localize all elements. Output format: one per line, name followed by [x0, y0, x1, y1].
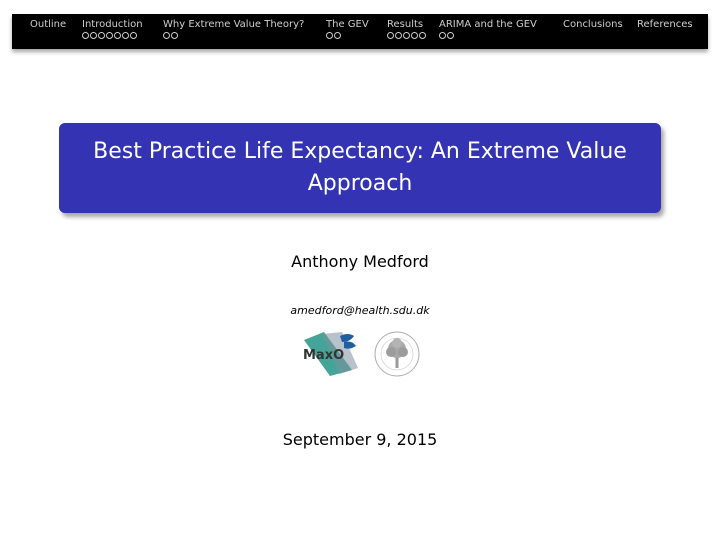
nav-progress-dot[interactable]: [171, 32, 178, 39]
author-email: amedford@health.sdu.dk: [290, 304, 430, 317]
author-name: Anthony Medford: [291, 252, 429, 271]
nav-section-label: References: [637, 19, 693, 30]
nav-section-progress-dots: [326, 32, 369, 39]
nav-section-outline[interactable]: [30, 19, 66, 30]
nav-progress-dot[interactable]: [114, 32, 121, 39]
nav-progress-dot[interactable]: [403, 32, 410, 39]
nav-progress-dot[interactable]: [82, 32, 89, 39]
nav-progress-dot[interactable]: [387, 32, 394, 39]
nav-section-progress-dots: [163, 32, 304, 39]
nav-section-label: Results: [387, 19, 424, 30]
nav-section-arima-and-the-gev[interactable]: [439, 19, 537, 39]
nav-progress-dot[interactable]: [122, 32, 129, 39]
maxo-logo-text: MaxO: [303, 348, 345, 363]
nav-section-results[interactable]: [387, 19, 426, 39]
presentation-date: September 9, 2015: [282, 430, 438, 449]
nav-progress-dot[interactable]: [130, 32, 137, 39]
slide-title: Best Practice Life Expectancy: An Extreme Value Approach: [93, 139, 627, 196]
nav-progress-dot[interactable]: [395, 32, 402, 39]
nav-progress-dot[interactable]: [106, 32, 113, 39]
nav-progress-dot[interactable]: [98, 32, 105, 39]
logos-graphic: [300, 330, 425, 378]
nav-section-label: Why Extreme Value Theory?: [163, 19, 305, 30]
maxo-logo: [303, 332, 358, 376]
nav-progress-dot[interactable]: [411, 32, 418, 39]
nav-progress-dot[interactable]: [326, 32, 333, 39]
nav-progress-dot[interactable]: [419, 32, 426, 39]
institution-logos: [300, 330, 425, 378]
nav-section-the-gev[interactable]: [326, 19, 369, 39]
nav-section-introduction[interactable]: [82, 19, 143, 39]
nav-section-label: Conclusions: [563, 19, 623, 30]
nav-section-why-extreme-value-theory[interactable]: [163, 19, 304, 39]
nav-section-progress-dots: [82, 32, 143, 39]
nav-progress-dot[interactable]: [334, 32, 341, 39]
nav-section-label: Introduction: [82, 19, 143, 30]
nav-section-label: The GEV: [326, 19, 369, 30]
sdu-seal-logo: [375, 332, 419, 376]
title-block: [59, 123, 661, 213]
nav-section-progress-dots: [387, 32, 426, 39]
nav-section-conclusions[interactable]: [563, 19, 623, 30]
nav-section-label: ARIMA and the GEV: [439, 19, 537, 30]
nav-progress-dot[interactable]: [163, 32, 170, 39]
nav-progress-dot[interactable]: [447, 32, 454, 39]
section-navigation-bar: [12, 14, 708, 49]
nav-section-progress-dots: [439, 32, 537, 39]
nav-section-label: Outline: [30, 19, 67, 30]
nav-progress-dot[interactable]: [90, 32, 97, 39]
nav-progress-dot[interactable]: [439, 32, 446, 39]
nav-section-references[interactable]: [637, 19, 693, 30]
